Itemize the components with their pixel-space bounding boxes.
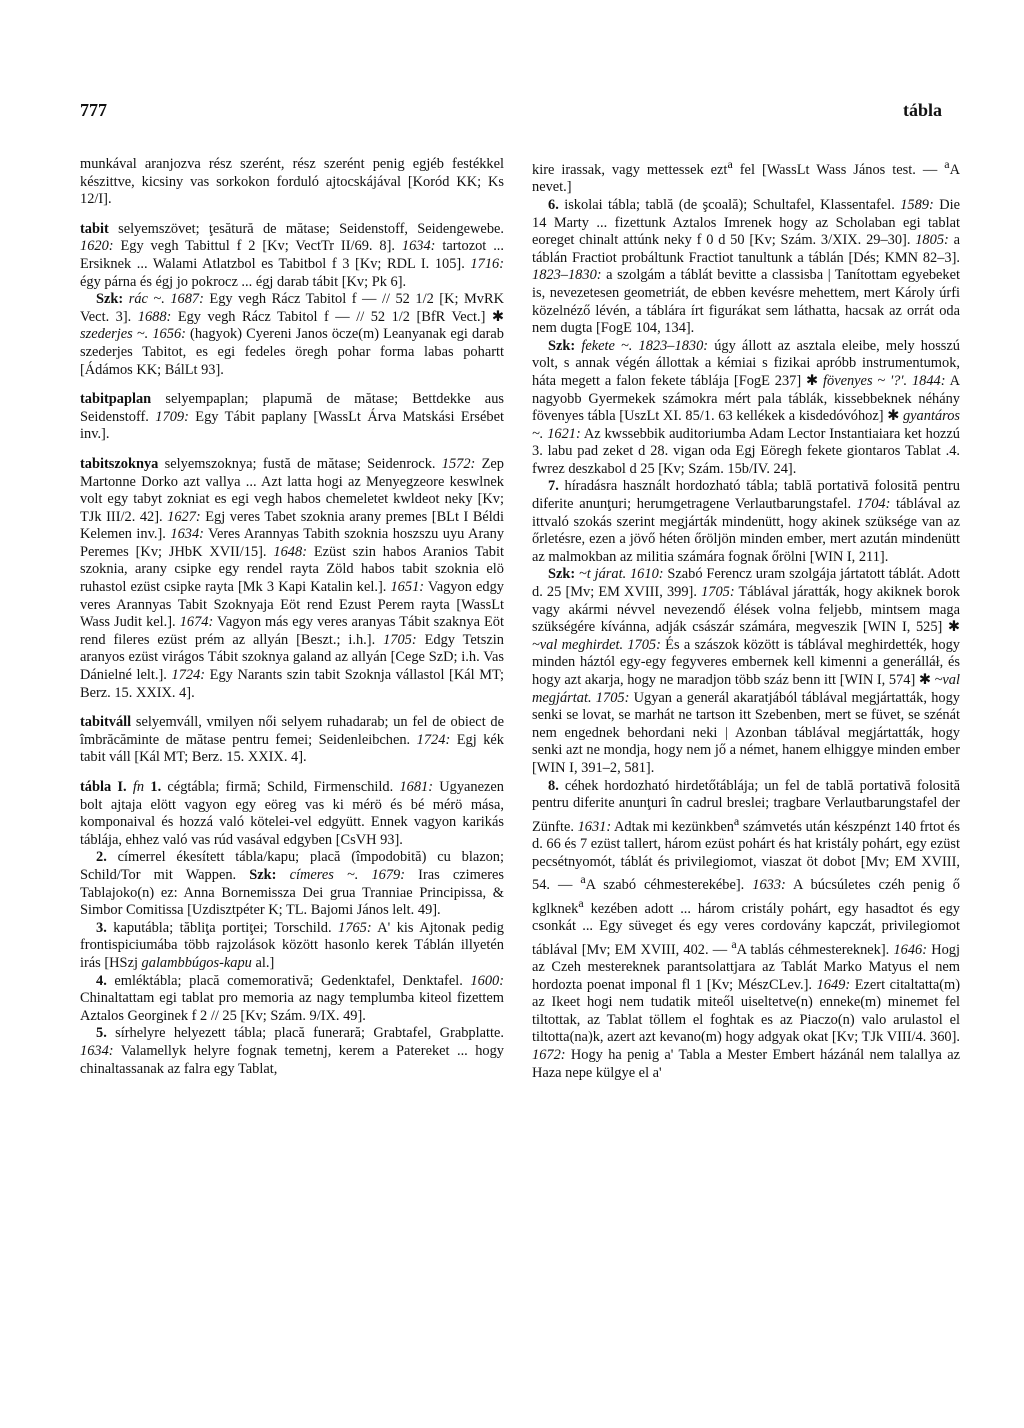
entry-tabla-sense-6-compounds: Szk: fekete ~. 1823–1830: úgy állott az asztala eleibe, mely hosszú volt, s annak végén állottak a kémiai s fizikai apróbb instrumentumok, háta megett a falon fekete táblája [FogE 237] ✱ fövenyes ~ '?'. 1844: A nagyobb Gyermekek számokra mért pala táblák, kissebbeknek néhány fövenyes tábla [UszLt XI. 85/1. 63 kellékek a kisdedóvóhoz] ✱ gyantáros ~. 1621: Az kwssebbik auditoriumba Adam Lector Instantiaiara ket hozzú 3. labu pad zeket d 28. vigan oda Egj Eöregh fekete giontaros Tablat .4. fwrez deszkabol d 25 [Kv; Szám. 15b/IV. 24]. [532,337,961,477]
entry-tabla-sense-5: 5. sírhelyre helyezett tábla; placă funerară; Grabtafel, Grabplatte. 1634: Valamellyk helyre fognak temetnj, kerem a Patereket ... hogy chinaltassanak az falra egy Tablat, [80,1025,504,1077]
page-number: 777 [80,100,107,120]
entry-tabla-sense-8: 8. céhek hordozható hirdetőtáblája; un fel de tablă portativă folosită pentru diferite anunţuri în cadrul breslei; tragbare Verlautbarungstafel der Zünfte. 1631: Adtak mi kezünkben$^a$ számvetés után készpénzt 140 frtot és d. 66 és 7 ezüst tallert, három ezüst pohárt és hat kristály pohárt, egy ezüst pecsétnyomót, táblát és privilegiomot, viaszat öt dobot [Mv; EM XVIII, 54. — $^a$A szabó céhmesterekébe]. 1633: A búcsúletes czéh penig ő kglknek$^a$ kezében adott ... három cristály pohárt, egy hasadtot és egy csonkát ... Egy süveget és egy veres cordovány kapczát, privilegiomot táblával [Mv; EM XVIII, 402. — $^a$A tablás céhmestereknek]. 1646: Hogj az Czeh mestereknek parantsolattjara az Tablát Marko Matyus el nem hordozta poenat imponal fl 1 [Kv; MészCLev.]. 1649: Ezert citaltatta(m) az Ikeet hogi nem tudatik miteől uiseltetve(n) enneke(m) minemet fel tiltottak, az Tablat töllem el foghtak es az Piaczo(n) valo arulastol el tiltotta(na)k, azert azt kevano(m) hogy adgyak okat [Kv; TJk VIII/4. 360]. 1672: Hogy ha penig a' Tabla a Mester Embert házánál nem talallya az Haza nepe külgye el a' [532,777,960,1081]
entry-tabla-sense-4: 4. emléktábla; placă comemorativă; Gedenktafel, Denktafel. 1600: Chinaltattam egi tablat pro memoria az nagy templumba kiteol fizettem Aztalos Georginek f 2 // 25 [Kv; Szám. 9/IX. 49]. [80,972,504,1024]
entry-tabit-compounds: Szk: rác ~. 1687: Egy vegh Rácz Tabitol f — // 52 1/2 [K; MvRK Vect. 3]. 1688: Egy vegh Rácz Tabitol f — // 52 1/2 [BfR Vect.] ✱ szederjes ~. 1656: (hagyok) Cyereni Janos öcze(m) Leanyanak egi darab szederjes Tabitot, es egi fedeles öregh pohar forma labas pohartt [Ádámos KK; BálLt 93]. [80,291,504,378]
entry-tabla-sense-6: 6. iskolai tábla; tablă (de şcoală); Schultafel, Klassentafel. 1589: Die 14 Marty ... fizettunk Aztalos Imrenek hogy az Scholaban egi tablat eoreget chinalt attúnk neky f 0 d 50 [Kv; Szám. 3/XIX. 29–30]. 1805: a táblán Fractiot probáltunk Fractiot tanultunk a táblán [Dés; KMN 82–3]. 1823–1830: a szolgám a táblát bevitte a classisba | Tanítottam egyebeket is, nevezetesen geometriát, de ebben kevésre mehettem, mert Károly úrfi közelnéző lévén, a táblára írt figurákat sem láthatta, hacsak az orrát oda nem dugta [FogE 104, 134]. [532,196,960,337]
entry-tabla-sense-3: 3. kaputábla; tăbliţa portiţei; Torschild. 1765: A' kis Ajtonak pedig frontispiciumába több rajzolások között hasonlo kerek Táblán illyetén irás [HSzj galambbúgos-kapu al.] [80,919,504,971]
entry-tabla-sense-1: tábla I. fn 1. cégtábla; firmă; Schild, Firmenschild. 1681: Ugyanezen bolt ajtaja elött vagyon egy eöreg vas ki mérö és bé mérö mása, komponaival és hozzá való kötelei-vel edgyütt. Ennek vagyon karikás táblája, ehhez való vas rúd vasával edgyben [CsVH 93]. [80,779,504,848]
entry-tabitvall: tabitváll selyemváll, vmilyen női selyem ruhadarab; un fel de obiect de îmbrăcăminte de mătase pentru femei; Seidenleibchen. 1724: Egj kék tabit váll [Kál MT; Berz. 15. XXIX. 4]. [80,714,504,766]
entry-tabla-sense-7: 7. híradásra használt hordozható tábla; tablă portativă folosită pentru diferite anunţuri; herumgetragene Verlautbarungstafel. 1704: táblával az ittvaló szokás szerint megjárták mindenütt, hogy akinek szüksége van az őrletésre, ezen a jövő héten őröljön minden ember, mert azután mindenütt az malmokban az militia számára fognak őrölni [WIN I, 211]. [532,478,960,565]
entry-tabla-sense-7-compounds: Szk: ~t járat. 1610: Szabó Ferencz uram szolgája jártatott táblát. Adott d. 25 [Mv; EM XVIII, 399]. 1705: Táblával járatták, hogy akiknek borok vagy akármi névvel nevezendő élések volna feljebb, mintsem maga szükségére kívánna, adják császár számára, megveszik [WIN I, 525] ✱ ~val meghirdet. 1705: És a szászok között is táblával meghirdették, hogy minden háztól egy-egy fegyveres embernek kell kimenni a generálláł, és hogy azt akarja, hogy ne maradjon több száz benn itt [WIN I, 574] ✱ ~val megjártat. 1705: Ugyan a generál akaratjából táblával megjártatták, hogy senki se lovat, se marhát ne tartson itt Szebenben, mert se füvet, se szénát nem engednek behordani neki | Azonban táblával megjártatták, hogy senki azt ne mondja, hogy nem jő a német, hanem elhiggye minden ember [WIN I, 391–2, 581]. [532,566,961,776]
entry-continuation: munkával aranjozva rész szerént, rész szerént penig egjéb festékkel készittve, kicsiny vas sorkokon forduló ajtocskájával [Koród KK; Ks 12/I]. [80,156,504,208]
entry-tabla-sense-5-cont: kire irassak, vagy mettessek ezt$^a$ fel [WassLt Wass János test. — $^a$A nevet.] [532,157,960,196]
right-column [532,156,960,1082]
entry-tabitpaplan: tabitpaplan selyempaplan; plapumă de mătase; Bettdekke aus Seidenstoff. 1709: Egy Tábit paplany [WassLt Árva Matskási Ersébet inv.]. [80,391,505,443]
entry-tabitszoknya: tabitszoknya selyemszoknya; fustă de mătase; Seidenrock. 1572: Zep Martonne Dorko azt vallya ... Azt latta hogi az Menyegzeore keswlnek volt egy tabyt zokniat es egi vegh habos chemeletet kwldeot neky [Kv; TJk III/2. 42]. 1627: Egj veres Tabet szoknia arany premes [BLt I Béldi Kelemen inv.]. 1634: Veres Arannyas Tabith szoknia hoszszu uyu Arany Peremes [Kv; JHbK XVII/15]. 1648: Ezüst szin habos Aranios Tabit szoknia, arany csipke egy rendel rayta Zöld habos tabit szoknia elö ruhastol ezüst csipke rayta [Mk 3 Kapi Katalin kel.]. 1651: Vagyon edgy veres Arannyas Tabit Szoknyaja Eöt rend Ezust Perem rayta [WassLt Wass Judit kel.]. 1674: Vagyon más egy veres aranyas Tábit szaknya Eöt rend fileres ezüst prém az allyán [Beszt.; i.h.]. 1705: Edgy Tetszin aranyos ezüst virágos Tábit szoknya galand az allyán [Cege SzD; i.h. Vas Dánielné lelt.]. 1724: Egy Narants szin tabit Szoknja vállastol [Kál MT; Berz. 15. XXIX. 4]. [80,455,505,701]
entry-tabit: tabit selyemszövet; ţesătură de mătase; Seidenstoff, Seidengewebe. 1620: Egy vegh Tabittul f 2 [Kv; VectTr II/69. 8]. 1634: tartozot ... Ersiknek ... Walami Atlatzbol es Tabitbol f 3 [Kv; RDL I. 105]. 1716: égy párna és égj jo pokrocz ... égj darab tábit [Kv; Pk 6]. [80,220,504,290]
left-column [80,156,504,1078]
running-headword: tábla [902,100,942,120]
entry-tabla-sense-2: 2. címerrel ékesített tábla/kapu; placă (împodobită) cu blazon; Schild/Tor mit Wappen. Szk: címeres ~. 1679: Iras czimeres Tablajoko(n) ez: Anna Bornemissza Dei grua Tranniae Principissa, & Simbor Comitissa [Uzdisztpéter K; TL. Bajomi János lelt. 49]. [80,849,504,919]
